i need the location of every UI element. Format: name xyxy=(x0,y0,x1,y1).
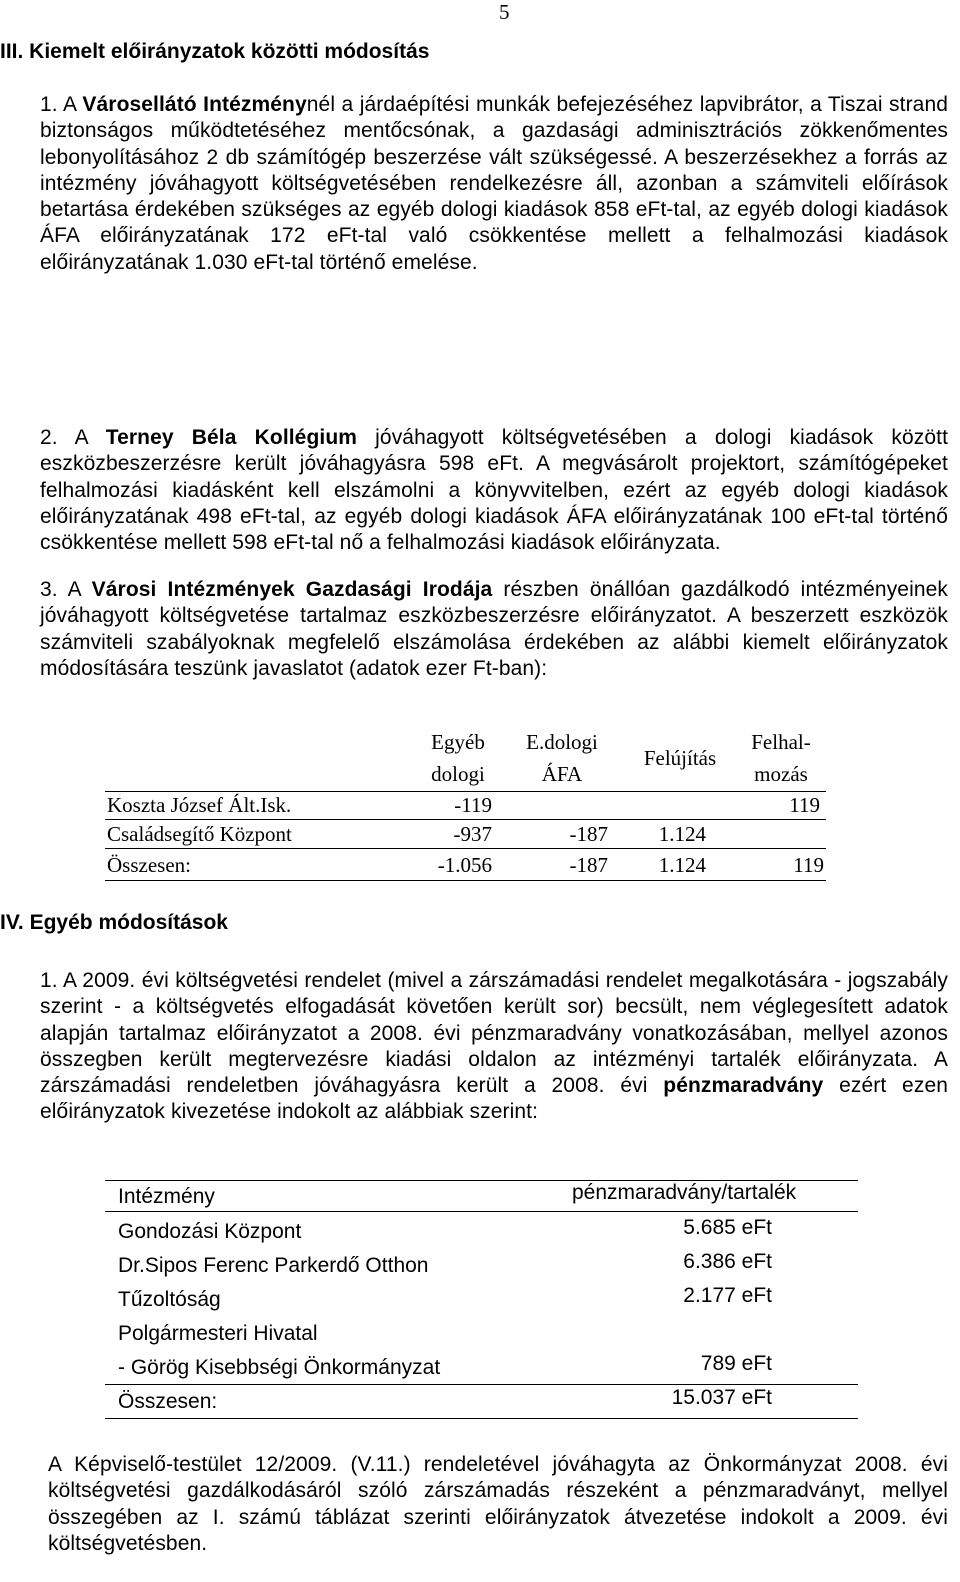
bold-institution: Terney Béla Kollégium xyxy=(105,426,358,449)
row-c3: 1.124 xyxy=(658,822,706,846)
row-name: Családsegítő Központ xyxy=(107,822,292,846)
row-c1: -119 xyxy=(454,793,492,817)
row-c2: -187 xyxy=(569,822,608,846)
paragraph-number: 3. A xyxy=(40,578,92,601)
header-egyeb: Egyéb xyxy=(431,730,485,754)
row-name: Összesen: xyxy=(107,853,191,877)
page-number: 5 xyxy=(499,0,510,24)
bold-term: pénzmaradvány xyxy=(663,1074,824,1098)
row-name: Koszta József Ált.Isk. xyxy=(107,793,292,817)
table-rule xyxy=(105,1211,858,1212)
row-value: 5.685 eFt xyxy=(683,1216,772,1239)
bold-institution: Városi Intézmények Gazdasági Irodája xyxy=(91,578,493,601)
row-name: Összesen: xyxy=(118,1390,218,1413)
header-dologi: dologi xyxy=(431,762,485,786)
header-felujitas: Felújítás xyxy=(643,746,717,770)
row-name: Tűzoltóság xyxy=(118,1288,221,1311)
paragraph-text: jóváhagyott költségvetésében a dologi kiadások között eszközbeszerzésre került jóváhagyásra 598 eFt. A megvásárolt projektort, számítógépeket felhalmozási kiadásként kell elszámolni a könyvvitelben, ezért az egyéb dologi kiadások előirányzatának 498 eFt-tal, az egyéb dologi kiadások ÁFA előirányzatának 100 eFt-tal történő csökkentése mellett 598 eFt-tal nő a felhalmozási kiadások előirányzata. xyxy=(40,426,948,555)
bold-institution: Városellátó Intézmény xyxy=(82,93,307,116)
table-rule xyxy=(105,1418,858,1419)
section-iv-title: IV. Egyéb módosítások xyxy=(0,911,228,934)
paragraph-text: nél a járdaépítési munkák befejezéséhez lapvibrátor, a Tiszai strand biztonságos működtetéséhez mentőcsónak, a gazdasági adminisztrációs zökkenőmentes lebonyolításához 2 db számítógép beszerzése vált szükségessé. A beszerzésekhez a forrás az intézmény jóváhagyott költségvetésében rendelkezésre áll, azonban a számviteli előírások betartása érdekében szükséges az egyéb dologi kiadások 858 eFt-tal, az egyéb dologi kiadások ÁFA előirányzatának 172 eFt-tal való csökkentése mellett a felhalmozási kiadások előirányzatának 1.030 eFt-tal történő emelése. xyxy=(40,93,949,274)
row-c4: 119 xyxy=(793,853,824,877)
row-value: 6.386 eFt xyxy=(683,1250,772,1273)
header-mozas: mozás xyxy=(754,762,808,786)
header-felhal: Felhal- xyxy=(751,730,811,754)
row-value: 15.037 eFt xyxy=(671,1386,772,1409)
row-c2: -187 xyxy=(569,853,608,877)
header-afa: ÁFA xyxy=(541,762,583,786)
header-penzmaradvany: pénzmaradvány/tartalék xyxy=(572,1181,797,1204)
row-name: - Görög Kisebbségi Önkormányzat xyxy=(118,1356,441,1379)
row-c1: -1.056 xyxy=(437,853,492,877)
paragraph-text: ezért ezen előirányzatok kivezetése indokolt az alábbiak szerint: xyxy=(40,1074,948,1124)
row-c3: 1.124 xyxy=(658,853,706,877)
header-intezmeny: Intézmény xyxy=(118,1185,215,1208)
row-name: Polgármesteri Hivatal xyxy=(118,1322,318,1345)
paragraph-number: 2. A xyxy=(40,426,106,449)
section-iii-title: III. Kiemelt előirányzatok közötti módosítás xyxy=(0,40,430,63)
row-c1: -937 xyxy=(453,822,492,846)
header-edologi: E.dologi xyxy=(526,730,598,754)
row-name: Gondozási Központ xyxy=(118,1220,302,1243)
closing-paragraph: A Képviselő-testület 12/2009. (V.11.) rendeletével jóváhagyta az Önkormányzat 2008. évi költségvetési gazdálkodásáról szóló zárszámadás részeként a pénzmaradványt, mellyel összegében az I. számú táblázat szerinti előirányzatok átvezetése indokolt a 2009. évi költségvetésben. xyxy=(48,1453,948,1555)
table-rule xyxy=(105,1384,858,1385)
paragraph-text: részben önállóan gazdálkodó intézményeinek jóváhagyott költségvetése tartalmaz eszközbeszerzésre előirányzatot. A beszerzett eszközök számviteli szabályoknak megfelelő elszámolása érdekében az alábbi kiemelt előirányzatok módosítására teszünk javaslatot (adatok ezer Ft-ban): xyxy=(40,578,948,680)
paragraph-text: 1. A 2009. évi költségvetési rendelet (mivel a zárszámadási rendelet megalkotására - jogszabály szerint - a költségvetés elfogadását követően került sor) becsült, nem véglegesített adatok alapján tartalmaz előirányzatot a 2008. évi pénzmaradvány vonatkozásában, mellyel azonos összegben került megtervezésre kiadási oldalon az intézményi tartalék előirányzata. A zárszámadási rendeletben jóváhagyásra került a 2008. évi xyxy=(40,969,948,1098)
row-value: 2.177 eFt xyxy=(683,1284,772,1307)
row-name: Dr.Sipos Ferenc Parkerdő Otthon xyxy=(118,1254,429,1277)
row-c4: 119 xyxy=(789,793,820,817)
row-value: 789 eFt xyxy=(700,1352,772,1375)
paragraph-number: 1. A xyxy=(40,93,83,116)
